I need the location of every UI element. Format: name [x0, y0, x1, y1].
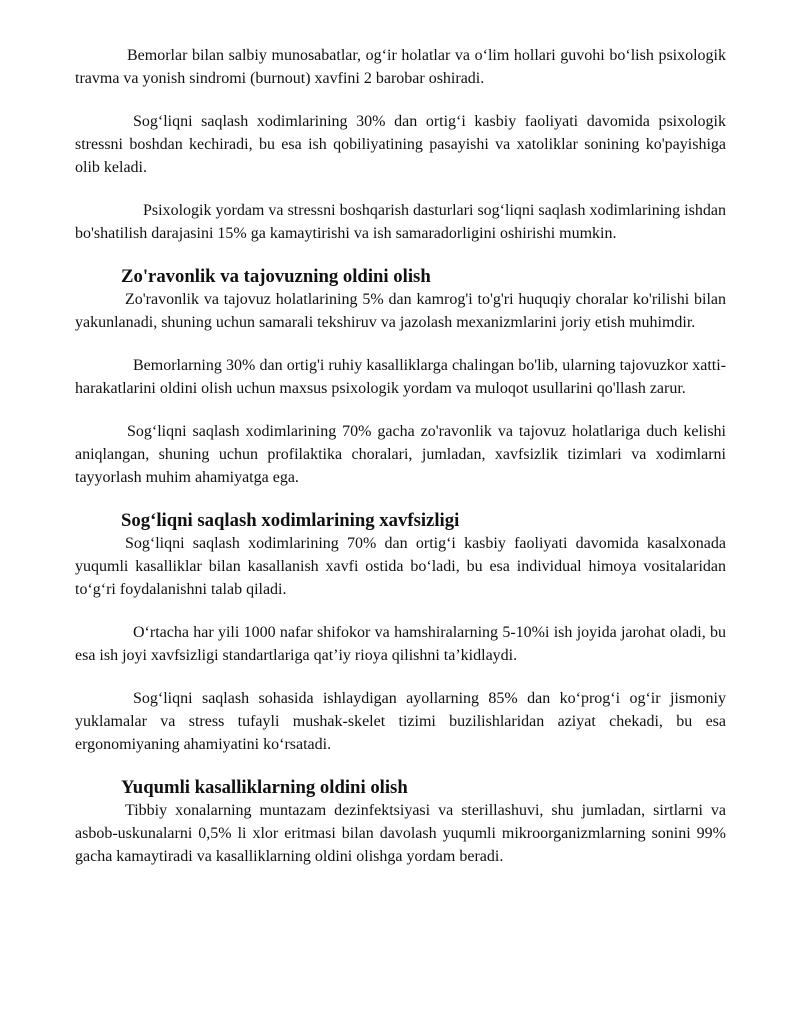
paragraph-infection-disinfection: Tibbiy xonalarning muntazam dezinfektsiyasi va sterillashuvi, shu jumladan, sirtlarni va asbob-uskunalarni 0,5% li xlor eritmasi bilan davolash yuqumli mikroorganizmlarning sonini 99% gacha kamaytiradi va kasalliklarning oldini olishga yordam beradi. [75, 802, 726, 865]
section-heading-infection: Yuqumli kasalliklarning oldini olish [121, 777, 408, 798]
paragraph-safety-ergonomics: Sog‘liqni saqlash sohasida ishlaydigan ayollarning 85% dan ko‘prog‘i og‘ir jismoniy yuklamalar va stress tufayli mushak-skelet tizimi buzilishlaridan aziyat chekadi, bu esa ergonomiyaning ahamiyatini ko‘rsatadi. [75, 690, 726, 753]
paragraph-violence-legal: Zo'ravonlik va tajovuz holatlarining 5% dan kamrog'i to'g'ri huquqiy choralar ko'rilishi bilan yakunlanadi, shuning uchun samarali tekshiruv va jazolash mexanizmlarini joriy etish muhimdir. [75, 291, 726, 331]
section-heading-safety: Sog‘liqni saqlash xodimlarining xavfsizligi [121, 510, 460, 531]
paragraph-safety-injuries: O‘rtacha har yili 1000 nafar shifokor va hamshiralarning 5-10%i ish joyida jarohat oladi, bu esa ish joyi xavfsizligi standartlariga qat’iy rioya qilishni ta’kidlaydi. [75, 624, 726, 664]
paragraph-violence-mental-illness: Bemorlarning 30% dan ortig'i ruhiy kasalliklarga chalingan bo'lib, ularning tajovuzkor xatti-harakatlarini oldini olish uchun maxsus psixologik yordam va muloqot usullarini qo'llash zarur. [75, 357, 726, 397]
paragraph-psychological-support: Psixologik yordam va stressni boshqarish dasturlari sog‘liqni saqlash xodimlarining ishdan bo'shatilish darajasini 15% ga kamaytirishi va ish samaradorligini oshirishi mumkin. [75, 202, 726, 242]
document-page [75, 44, 726, 888]
section-heading-violence: Zo'ravonlik va tajovuzning oldini olish [121, 266, 431, 287]
paragraph-violence-prevention: Sog‘liqni saqlash xodimlarining 70% gacha zo'ravonlik va tajovuz holatlariga duch kelishi aniqlangan, shuning uchun profilaktika choralari, jumladan, xavfsizlik tizimlari va xodimlarni tayyorlash muhim ahamiyatga ega. [75, 423, 726, 486]
paragraph-burnout-risk: Bemorlar bilan salbiy munosabatlar, og‘ir holatlar va o‘lim hollari guvohi bo‘lish psixologik travma va yonish sindromi (burnout) xavfini 2 barobar oshiradi. [75, 47, 726, 87]
paragraph-psychological-stress: Sog‘liqni saqlash xodimlarining 30% dan ortig‘i kasbiy faoliyati davomida psixologik stressni boshdan kechiradi, bu esa ish qobiliyatining pasayishi va xatoliklar sonining ko'payishiga olib keladi. [75, 113, 726, 176]
paragraph-safety-infection-risk: Sog‘liqni saqlash xodimlarining 70% dan ortig‘i kasbiy faoliyati davomida kasalxonada yuqumli kasalliklar bilan kasallanish xavfi ostida bo‘ladi, bu esa individual himoya vositalaridan to‘g‘ri foydalanishni talab qiladi. [75, 535, 726, 598]
